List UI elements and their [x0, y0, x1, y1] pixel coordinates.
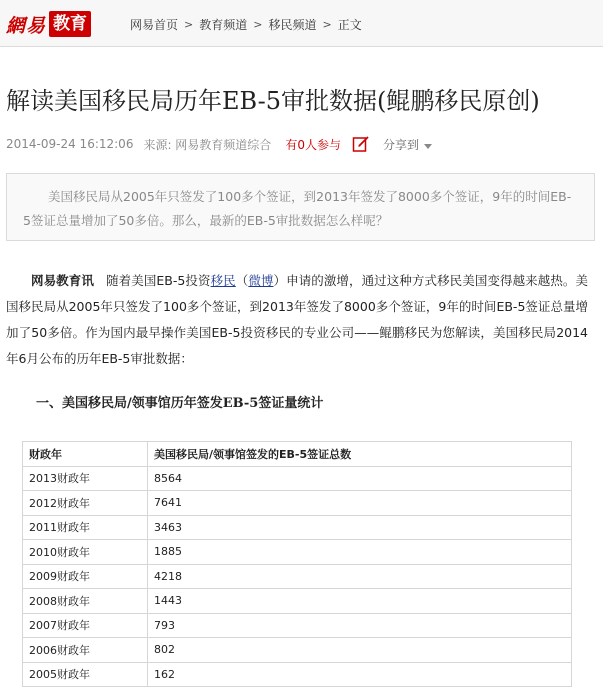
top-navigation-bar: [0, 0, 603, 47]
body-text-part1: 随着美国EB-5投资: [106, 273, 211, 288]
article-meta: [6, 134, 432, 154]
article-title: 解读美国移民局历年EB-5审批数据(鲲鹏移民原创): [6, 87, 540, 115]
visa-count-cell: 8564: [148, 466, 572, 491]
fiscal-year-cell: 2011财政年: [23, 515, 148, 540]
visa-count-cell: 162: [148, 662, 572, 687]
participants-suffix: 参与: [316, 137, 341, 152]
breadcrumb: [130, 16, 362, 33]
fiscal-year-cell: 2012财政年: [23, 491, 148, 516]
article-summary: 美国移民局从2005年只签发了100多个签证，到2013年签发了8000多个签证，9年的时间EB-5签证总量增加了50多倍。那么，最新的EB-5审批数据怎么样呢？: [6, 173, 595, 241]
table-row: [23, 540, 572, 565]
article-source: 来源: 网易教育频道综合: [143, 137, 272, 152]
header-visa-total: 美国移民局/领事馆签发的EB-5签证总数: [148, 442, 572, 467]
table-row: [23, 589, 572, 614]
fiscal-year-cell: 2013财政年: [23, 466, 148, 491]
breadcrumb-education-channel[interactable]: 教育频道: [199, 18, 248, 32]
table-row: [23, 613, 572, 638]
visa-count-cell: 3463: [148, 515, 572, 540]
table-row: [23, 564, 572, 589]
visa-count-cell: 7641: [148, 491, 572, 516]
table-row: [23, 662, 572, 687]
logo-netease-text: 網易: [6, 14, 47, 37]
publish-datetime: 2014-09-24 16:12:06: [6, 137, 134, 151]
chevron-down-icon: [424, 144, 432, 149]
table-header-row: [23, 442, 572, 467]
section-heading: 一、美国移民局/领事馆历年签发EB-5签证量统计: [36, 396, 324, 411]
share-to-button[interactable]: [383, 136, 432, 153]
netease-education-logo[interactable]: [6, 11, 91, 37]
fiscal-year-cell: 2006财政年: [23, 638, 148, 663]
breadcrumb-netease-home[interactable]: 网易首页: [130, 18, 179, 32]
body-text-part3: ）申请的激增，通过这种方式移民美国变得越来越热。美国移民局从2005年只签发了100多个签证，到2013年签发了8000多个签证，9年的时间EB-5签证总量增加了50多倍。作为国内最早操作美国EB-5投资移民的专业公司——鲲鹏移民为您解读，美国移民局2014年6月公布的历年EB-5审批数据：: [6, 273, 588, 366]
article-body-paragraph: [6, 268, 588, 372]
write-comment-icon[interactable]: [351, 134, 371, 154]
visa-count-cell: 793: [148, 613, 572, 638]
share-label: 分享到: [382, 137, 419, 152]
breadcrumb-immigration-channel[interactable]: 移民频道: [268, 18, 317, 32]
fiscal-year-cell: 2007财政年: [23, 613, 148, 638]
body-text-part2: （: [235, 273, 249, 288]
logo-education-text: 教育: [49, 11, 91, 37]
breadcrumb-current-article: 正文: [337, 18, 362, 32]
visa-count-cell: 1443: [148, 589, 572, 614]
breadcrumb-separator: >: [184, 18, 194, 31]
weibo-link[interactable]: 微博: [248, 273, 274, 288]
breadcrumb-separator: >: [253, 18, 263, 31]
participants-prefix: 有: [285, 137, 298, 152]
participants-count: 0人: [297, 137, 317, 152]
immigration-link[interactable]: 移民: [210, 273, 236, 288]
visa-count-cell: 4218: [148, 564, 572, 589]
fiscal-year-cell: 2010财政年: [23, 540, 148, 565]
table-row: [23, 466, 572, 491]
fiscal-year-cell: 2008财政年: [23, 589, 148, 614]
table-row: [23, 638, 572, 663]
fiscal-year-cell: 2005财政年: [23, 662, 148, 687]
visa-count-cell: 802: [148, 638, 572, 663]
breadcrumb-separator: >: [322, 18, 332, 31]
news-lead-label: 网易教育讯: [31, 273, 94, 288]
comment-participants-link[interactable]: [285, 136, 341, 153]
header-fiscal-year: 财政年: [23, 442, 148, 467]
table-row: [23, 491, 572, 516]
visa-count-cell: 1885: [148, 540, 572, 565]
table-row: [23, 515, 572, 540]
eb5-visa-statistics-table: [22, 441, 572, 687]
fiscal-year-cell: 2009财政年: [23, 564, 148, 589]
